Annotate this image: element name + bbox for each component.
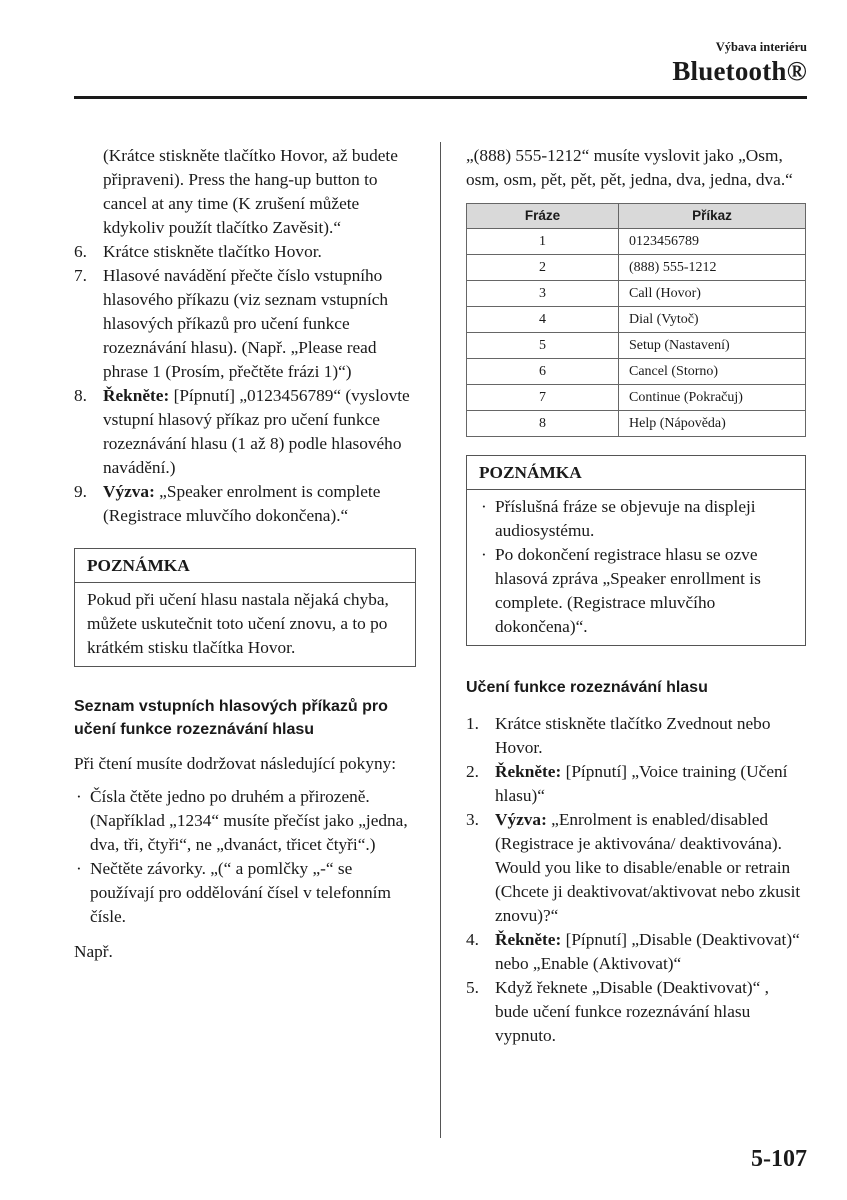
step-label: Výzva:: [103, 482, 155, 501]
step-label: Řekněte:: [103, 386, 170, 405]
list-item: 9. Výzva: „Speaker enrolment is complete (Registrace mluvčího dokončena).“: [74, 482, 381, 525]
page-title: Bluetooth®: [672, 56, 807, 86]
table-row: 5 Setup (Nastavení): [467, 333, 806, 359]
note-title: POZNÁMKA: [467, 456, 805, 490]
list-item: · Čísla čtěte jedno po druhém a přirozeně. (Například „1234“ musíte přečíst jako „jedna, dva, tři, čtyři“, ne „dvanáct, třicet čtyři“.): [74, 785, 416, 857]
step-list-left: [74, 240, 416, 528]
list-item: 5. Když řeknete „Disable (Deaktivovat)“ , bude učení funkce rozeznávání hlasu vypnuto.: [466, 978, 769, 1045]
intro-text: Při čtení musíte dodržovat následující pokyny:: [74, 754, 397, 773]
column-header: Fráze: [467, 204, 619, 229]
list-item: 3. Výzva: „Enrolment is enabled/disabled (Registrace je aktivována/ deaktivována). Would you like to disable/enable or retrain (Chcete ji deaktivovat/aktivovat nebo zkusit znovu)?“: [466, 810, 801, 925]
table-header-row: [467, 204, 806, 229]
column-divider: [440, 142, 441, 1138]
column-header: Příkaz: [619, 204, 806, 229]
bullet-mark: ·: [76, 859, 82, 878]
table-row: 4 Dial (Vytoč): [467, 307, 806, 333]
continued-step-text: (Krátce stiskněte tlačítko Hovor, až budete připraveni). Press the hang-up button to cancel at any time (K zrušení můžete kdykoliv použít tlačítko Zavěsit).“: [103, 146, 398, 237]
list-item: 6. Krátce stiskněte tlačítko Hovor.: [74, 242, 322, 261]
example-label: Např.: [74, 942, 113, 961]
step-label: Řekněte:: [495, 762, 562, 781]
list-item: · Nečtěte závorky. „(“ a pomlčky „-“ se používají pro oddělování čísel v telefonním čísle.: [74, 857, 416, 929]
note-body: [467, 490, 805, 645]
table-row: 1 0123456789: [467, 229, 806, 255]
step-label: Výzva:: [495, 810, 547, 829]
bullet-mark: ·: [76, 787, 82, 806]
list-item: 2. Řekněte: [Pípnutí] „Voice training (Učení hlasu)“: [466, 762, 788, 805]
bullet-mark: ·: [481, 545, 487, 564]
table-row: 6 Cancel (Storno): [467, 359, 806, 385]
list-item: 7. Hlasové navádění přečte číslo vstupního hlasového příkazu (viz seznam vstupních hlasových příkazů pro učení funkce rozeznávání hlasu). (Např. „Please read phrase 1 (Prosím, přečtěte frázi 1)“): [74, 266, 389, 381]
table-row: 3 Call (Hovor): [467, 281, 806, 307]
header-rule: [74, 96, 807, 99]
table-row: 7 Continue (Pokračuj): [467, 385, 806, 411]
section-subheading: Seznam vstupních hlasových příkazů pro učení funkce rozeznávání hlasu: [74, 698, 388, 738]
note-box-left: [74, 548, 416, 667]
left-column: [74, 144, 416, 964]
note-box-right: [466, 455, 806, 646]
header-section-label: Výbava interiéru: [715, 40, 807, 54]
note-text: Pokud při učení hlasu nastala nějaká chyba, můžete uskutečnit toto učení znovu, a to po krátkém stisku tlačítka Hovor.: [87, 590, 389, 657]
list-item: 1. Krátce stiskněte tlačítko Zvednout nebo Hovor.: [466, 714, 771, 757]
step-label: Řekněte:: [495, 930, 562, 949]
list-item: 4. Řekněte: [Pípnutí] „Disable (Deaktivovat)“ nebo „Enable (Aktivovat)“: [466, 930, 800, 973]
note-title: POZNÁMKA: [75, 549, 415, 583]
list-item: · Příslušná fráze se objevuje na displeji audiosystému.: [479, 495, 793, 543]
list-item: · Po dokončení registrace hlasu se ozve hlasová zpráva „Speaker enrollment is complete. (Registrace mluvčího dokončena)“.: [479, 543, 793, 639]
step-list-right: [466, 712, 806, 1048]
table-row: 8 Help (Nápověda): [467, 411, 806, 437]
page-number: 5-107: [751, 1146, 807, 1172]
right-column: [466, 144, 806, 1048]
example-text: „(888) 555-1212“ musíte vyslovit jako „Osm, osm, osm, pět, pět, pět, jedna, dva, jedna, dva.“: [466, 146, 793, 189]
bullet-list: [74, 785, 416, 929]
section-subheading: Učení funkce rozeznávání hlasu: [466, 679, 708, 696]
bullet-mark: ·: [481, 497, 487, 516]
list-item: 8. Řekněte: [Pípnutí] „0123456789“ (vyslovte vstupní hlasový příkaz pro učení funkce rozeznávání hlasu (1 až 8) podle hlasového navádění.): [74, 386, 410, 477]
table-row: 2 (888) 555-1212: [467, 255, 806, 281]
phrase-table: [466, 203, 806, 437]
